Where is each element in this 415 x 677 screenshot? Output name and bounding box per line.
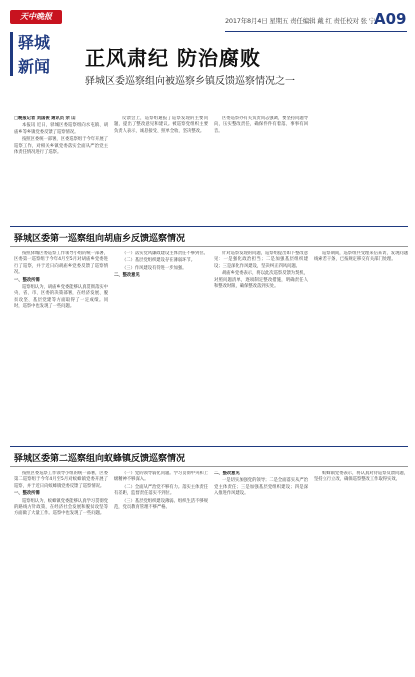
section2-column-2 (114, 471, 208, 671)
section-label (10, 28, 74, 112)
section1-paragraph: 巡察组认为，胡庙乡党委能够认真贯彻落实中央、省、市、区委的决策部署，在经济发展、脱贫攻坚、基层党建等方面取得了一定成绩。同时，巡察中也发现了一些问题。 (14, 285, 108, 310)
section2-title: 驿城区委第二巡察组向蚁蜂镇反馈巡察情况 (14, 454, 186, 464)
section-accent-bar (10, 32, 13, 76)
section1-underline (10, 246, 408, 247)
section2-column-4 (314, 471, 408, 671)
section1-column-4 (314, 251, 408, 441)
section1-rule (10, 226, 408, 227)
section2-paragraph: （二）全面从严治党不够有力。落实主体责任有差距，监督责任落实不到位。 (114, 484, 208, 497)
section2-paragraph: 一是切实加强党的领导；二是全面落实从严治党主体责任；三是加强基层党组织建设；四是深入推进作风建设。 (214, 478, 308, 497)
section1-paragraph: 巡察期间，巡察组共受理来信来访，发现问题线索若干条，已按规定移交有关部门处理。 (314, 251, 408, 263)
section2-paragraph: 巡察组认为，蚁蜂镇党委能够认真学习贯彻党的路线方针政策，在经济社会发展和脱贫攻坚等方面做了大量工作。巡察中也发现了一些问题。 (14, 498, 108, 517)
section2-underline (10, 466, 408, 467)
section2-paragraph: （一）党的领导弱化问题。学习贯彻中央和上级精神不够深入。 (114, 471, 208, 483)
intro-paragraph: 本报讯 近日，驿城区委巡察组向水屯镇、胡庙乡等乡镇党委反馈了巡察情况。 (14, 123, 108, 135)
section1-column-1 (14, 251, 108, 441)
section1-paragraph: （二）基层党组织建设存在薄弱环节。 (122, 258, 196, 264)
section2-subhead: 一、整改所需 (14, 491, 40, 497)
section-label-line1: 驿城 (18, 33, 51, 52)
section1-column-2 (114, 251, 208, 441)
intro-column-1 (14, 116, 108, 224)
page-number: A09 (374, 10, 407, 28)
section1-paragraph: 按照驿城区委巡察工作领导小组的统一部署，区委第一巡察组于今年4月至5月对胡庙乡党委进行了巡察，并于近日向胡庙乡党委反馈了巡察情况。 (14, 251, 108, 276)
section1-paragraph: 胡庙乡党委表示，将以此次巡察反馈为契机，对照问题清单，逐项制定整改措施，明确责任人和整改时限，确保整改落到实处。 (214, 271, 308, 290)
header-rule (225, 31, 407, 32)
section2-column-3 (214, 471, 308, 671)
section1-paragraph: 针对巡察发现的问题，巡察组提出如下整改意见：一是强化政治担当；二是加强基层组织建设；三是深化作风建设，坚决纠正四风问题。 (214, 251, 308, 269)
dateline: 2017年8月4日 星期五 责任编辑 戴 红 责任校对 张 宁 (225, 17, 376, 25)
section-label-line2: 新闻 (18, 57, 51, 76)
subheadline: 驿城区委巡察组向被巡察乡镇反馈巡察情况之一 (85, 76, 295, 87)
section1-title: 驿城区委第一巡察组向胡庙乡反馈巡察情况 (14, 234, 186, 244)
byline: □晚报记者 刘国俊 通讯员 余 山 (14, 116, 76, 121)
intro-paragraph: 反馈会上，巡察组通报了巡察发现的主要问题，提出了整改意见和建议。被巡察党组织主要负责人表示，诚恳接受、照单全收、坚决整改。 (114, 116, 208, 134)
intro-column-3 (214, 116, 308, 224)
section2-paragraph: 按照区委巡察工作领导小组的统一部署，区委第二巡察组于今年4月至5月对蚁蜂镇党委开展了巡察，并于近日向蚁蜂镇党委反馈了巡察情况。 (14, 471, 108, 489)
newspaper-logo: 天中晚报 (10, 10, 62, 24)
section1-subhead: 二、整改意见 (114, 273, 140, 279)
intro-paragraph: 按照区委统一部署，区委巡察组于今年开展了巡察工作，对相关乡镇党委落实全面从严治党主体责任情况进行了巡察。 (14, 137, 108, 156)
section1-subhead: 一、整改所需 (14, 277, 40, 283)
section2-column-1 (14, 471, 108, 671)
intro-column-4 (314, 116, 408, 224)
intro-column-2 (114, 116, 208, 224)
section2-rule (10, 446, 408, 447)
section1-column-3 (214, 251, 308, 441)
headline: 正风肃纪 防治腐败 (85, 46, 261, 70)
section1-paragraph: （三）作风建设有待进一步加强。 (122, 265, 187, 271)
section2-subhead: 二、整改意见 (214, 471, 240, 476)
section2-paragraph: 蚁蜂镇党委表示，将认真对待巡察反馈问题，坚持立行立改，确保巡察整改工作取得实效。 (314, 471, 408, 483)
section1-paragraph: （一）落实党风廉政建设主体责任不够到位。 (122, 251, 208, 256)
section2-paragraph: （三）基层党组织建设薄弱。组织生活不够规范，党员教育管理不够严格。 (114, 498, 208, 511)
intro-paragraph: 区委巡察办有关负责同志强调，要坚持问题导向，压实整改责任，确保件件有着落、事事有回音。 (214, 116, 308, 134)
